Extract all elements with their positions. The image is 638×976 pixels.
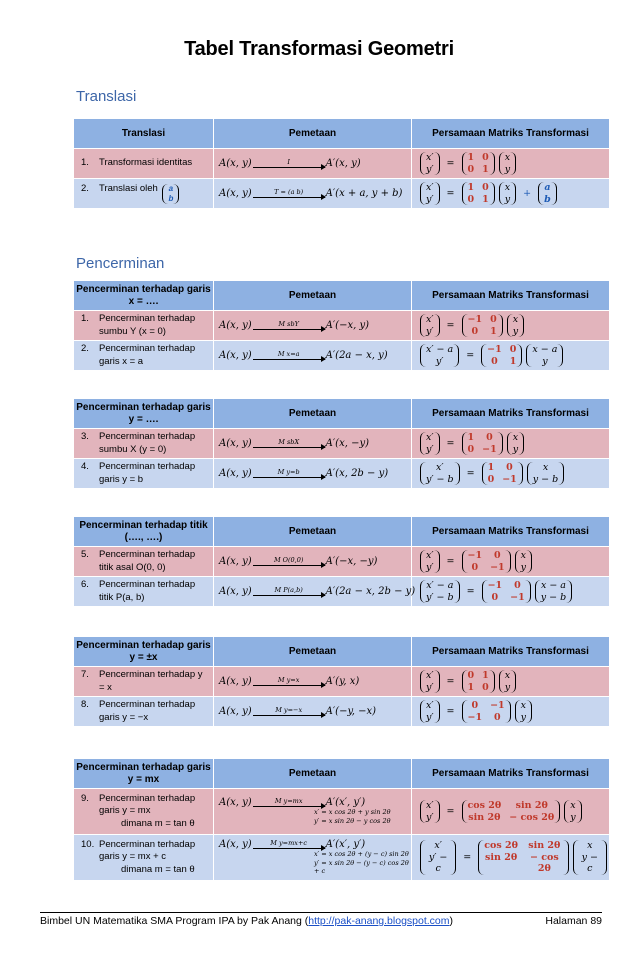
arrow-icon: M y=mx xyxy=(253,798,325,807)
transform-matrix: −1 0 0 −1 xyxy=(462,550,511,573)
transform-matrix: −1 0 0 −1 xyxy=(482,580,531,603)
source-vector: x − a y xyxy=(526,344,563,367)
table-row xyxy=(74,149,610,179)
mapping-result: A′(−y, −x) xyxy=(325,706,377,717)
transform-matrix: 1 0 0 1 xyxy=(462,152,495,175)
arrow-icon: I xyxy=(253,159,325,168)
table-row xyxy=(74,311,610,341)
source-vector: x y − c xyxy=(573,840,607,874)
header-pemetaan: Pemetaan xyxy=(214,399,412,429)
mapping-source: A(x, y) xyxy=(219,468,252,479)
source-vector: x − a y − b xyxy=(535,580,572,603)
pencerminan-x-table xyxy=(73,280,610,371)
row-number: 2. xyxy=(81,343,89,355)
header-persamaan: Persamaan Matriks Transformasi xyxy=(412,119,610,149)
row-label: Pencerminan terhadap titik asal O(0, 0) xyxy=(99,549,196,573)
header-persamaan: Persamaan Matriks Transformasi xyxy=(412,517,610,547)
row-label: Transformasi identitas xyxy=(99,157,193,169)
mapping xyxy=(214,586,416,597)
source-vector: x y xyxy=(507,432,524,455)
row-number: 1. xyxy=(81,157,89,169)
source-vector: x y xyxy=(515,700,532,723)
arrow-icon: M y=x xyxy=(253,677,325,686)
page-footer xyxy=(40,912,602,927)
mapping xyxy=(214,188,411,199)
row-label: Pencerminan terhadap garis y = mx dimana m = tan θ xyxy=(99,793,209,830)
mapping-source: A(x, y) xyxy=(219,706,252,717)
header-persamaan: Persamaan Matriks Transformasi xyxy=(412,399,610,429)
row-label: Pencerminan terhadap titik P(a, b) xyxy=(99,579,196,603)
transform-matrix: 0 −1 −1 0 xyxy=(462,700,511,723)
mapping xyxy=(214,320,411,331)
table-row xyxy=(74,789,610,835)
image-vector: x′ y′ xyxy=(420,670,440,693)
mapping-equations: x′ = x cos 2θ + y sin 2θ y′ = x sin 2θ − y cos 2θ xyxy=(314,808,391,825)
mapping-source: A(x, y) xyxy=(219,188,252,199)
pencerminan-mx-table xyxy=(73,758,610,881)
transform-matrix: −1 0 0 1 xyxy=(481,344,522,367)
blog-link[interactable]: http://pak-anang.blogspot.com xyxy=(308,915,450,927)
arrow-icon: M y=b xyxy=(253,469,325,478)
page-number: Halaman 89 xyxy=(545,915,602,927)
mapping xyxy=(214,158,411,169)
mapping-source: A(x, y) xyxy=(219,838,252,850)
mapping xyxy=(214,556,411,567)
translation-vector: a b xyxy=(538,182,557,205)
arrow-icon: M y=−x xyxy=(253,707,325,716)
row-sublabel: dimana m = tan θ xyxy=(121,863,195,875)
table-row xyxy=(74,341,610,371)
header-persamaan: Persamaan Matriks Transformasi xyxy=(412,759,610,789)
header-pemetaan: Pemetaan xyxy=(214,517,412,547)
transform-matrix: cos 2θ sin 2θ sin 2θ − cos 2θ xyxy=(462,800,561,823)
row-label: Translasi oleh a b xyxy=(99,183,181,203)
header-pencerminan-mx: Pencerminan terhadap garis y = mx xyxy=(74,759,214,789)
row-label: Pencerminan terhadap y = x xyxy=(99,669,203,693)
source-vector: x y xyxy=(507,314,524,337)
image-vector: x′ y′ xyxy=(420,182,440,205)
image-vector: x′ − a y′ − b xyxy=(420,580,460,603)
row-label: Pencerminan terhadap garis y = b xyxy=(99,461,196,485)
matrix-equation: x′ y′ = 0 1 1 0 x y xyxy=(412,670,609,693)
transform-matrix: −1 0 0 1 xyxy=(462,314,503,337)
mapping xyxy=(214,438,411,449)
mapping-source: A(x, y) xyxy=(219,350,252,361)
transform-matrix: 1 0 0 −1 xyxy=(482,462,523,485)
row-label: Pencerminan terhadap garis y = −x xyxy=(99,699,196,723)
source-vector: x y xyxy=(499,152,516,175)
mapping xyxy=(214,676,411,687)
matrix-equation: x′ − a y′ − b = −1 0 0 −1 x − a y − b xyxy=(412,580,609,603)
row-number: 9. xyxy=(81,792,89,804)
mapping-source: A(x, y) xyxy=(219,320,252,331)
row-label: Pencerminan terhadap garis x = a xyxy=(99,343,196,367)
table-row xyxy=(74,547,610,577)
mapping-source: A(x, y) xyxy=(219,586,252,597)
source-vector: x y xyxy=(564,800,581,823)
transform-matrix: 1 0 0 1 xyxy=(462,182,495,205)
arrow-icon: M sbX xyxy=(253,439,325,448)
mapping-result: A′(2a − x, y) xyxy=(325,350,388,361)
row-sublabel: dimana m = tan θ xyxy=(121,817,195,829)
mapping-result: A′(x′, y′) xyxy=(325,838,366,850)
source-vector: x y − b xyxy=(527,462,564,485)
page-title: Tabel Transformasi Geometri xyxy=(184,38,454,60)
section-title-pencerminan: Pencerminan xyxy=(76,255,165,272)
header-pencerminan-pm: Pencerminan terhadap garis y = ±x xyxy=(74,637,214,667)
table-row xyxy=(74,179,610,209)
mapping-equations: x′ = x cos 2θ + (y − c) sin 2θ y′ = x sin 2θ − (y − c) cos 2θ + c xyxy=(314,849,409,876)
arrow-icon: M sbY xyxy=(253,321,325,330)
header-pemetaan: Pemetaan xyxy=(214,119,412,149)
mapping xyxy=(214,350,411,361)
arrow-icon: M x=a xyxy=(253,351,325,360)
image-vector: x′ y′ xyxy=(420,314,440,337)
image-vector: x′ y′ xyxy=(420,152,440,175)
arrow-icon: M P(a,b) xyxy=(253,587,325,596)
translasi-table xyxy=(73,118,610,209)
image-vector: x′ y′ xyxy=(420,700,440,723)
table-row xyxy=(74,697,610,727)
translation-vector: a b xyxy=(162,184,179,203)
matrix-equation: x′ − a y′ = −1 0 0 1 x − a y xyxy=(412,344,609,367)
image-vector: x′ y′ − c xyxy=(420,840,456,874)
header-pemetaan: Pemetaan xyxy=(214,281,412,311)
matrix-equation: x′ y′ = −1 0 0 −1 x y xyxy=(412,550,609,573)
row-label: Pencerminan terhadap sumbu Y (x = 0) xyxy=(99,313,196,337)
image-vector: x′ − a y′ xyxy=(420,344,459,367)
mapping-result: A′(2a − x, 2b − y) xyxy=(325,586,416,597)
footer-credit: Bimbel UN Matematika SMA Program IPA by Pak Anang (http://pak-anang.blogspot.com) xyxy=(40,915,454,927)
transform-matrix: 0 1 1 0 xyxy=(462,670,495,693)
matrix-equation: x′ y′ = −1 0 0 1 x y xyxy=(412,314,609,337)
table-row xyxy=(74,835,610,881)
arrow-icon: M y=mx+c xyxy=(253,840,325,849)
image-vector: x′ y′ − b xyxy=(420,462,460,485)
row-label: Pencerminan terhadap sumbu X (y = 0) xyxy=(99,431,196,455)
matrix-equation: x′ y′ = cos 2θ sin 2θ sin 2θ − cos 2θ x y xyxy=(412,800,609,823)
mapping-result: A′(−x, y) xyxy=(325,320,369,331)
header-persamaan: Persamaan Matriks Transformasi xyxy=(412,281,610,311)
row-label: Pencerminan terhadap garis y = mx + c dimana m = tan θ xyxy=(99,839,209,876)
row-number: 4. xyxy=(81,461,89,473)
mapping-source: A(x, y) xyxy=(219,556,252,567)
arrow-icon: M O(0,0) xyxy=(253,557,325,566)
mapping xyxy=(214,706,411,717)
pencerminan-y-table xyxy=(73,398,610,489)
mapping xyxy=(214,468,411,479)
mapping xyxy=(214,839,411,850)
source-vector: x y xyxy=(499,182,516,205)
mapping-result: A′(x + a, y + b) xyxy=(325,188,403,199)
header-pencerminan-x: Pencerminan terhadap garis x = …. xyxy=(74,281,214,311)
image-vector: x′ y′ xyxy=(420,800,440,823)
row-number: 7. xyxy=(81,669,89,681)
row-number: 1. xyxy=(81,313,89,325)
matrix-equation: x′ y′ = 1 0 0 −1 x y xyxy=(412,432,609,455)
matrix-equation: x′ y′ = 1 0 0 1 x y xyxy=(412,152,609,175)
mapping-result: A′(x, −y) xyxy=(325,438,369,449)
mapping-source: A(x, y) xyxy=(219,158,252,169)
mapping-source: A(x, y) xyxy=(219,797,252,809)
row-number: 2. xyxy=(81,183,89,195)
section-title-translasi: Translasi xyxy=(76,88,137,105)
row-number: 8. xyxy=(81,699,89,711)
header-translasi: Translasi xyxy=(74,119,214,149)
header-pemetaan: Pemetaan xyxy=(214,759,412,789)
mapping-result: A′(x, 2b − y) xyxy=(325,468,389,479)
pencerminan-titik-table xyxy=(73,516,610,607)
arrow-icon: T = (a b) xyxy=(253,189,325,198)
matrix-equation: x′ y′ = 1 0 0 1 x y + a b xyxy=(412,182,609,205)
transform-matrix: cos 2θ sin 2θ sin 2θ − cos 2θ xyxy=(478,840,568,874)
table-row xyxy=(74,667,610,697)
mapping-result: A′(y, x) xyxy=(325,676,360,687)
row-number: 10. xyxy=(81,838,95,850)
mapping-result: A′(x′, y′) xyxy=(325,797,366,809)
row-number: 3. xyxy=(81,431,89,443)
table-row xyxy=(74,459,610,489)
mapping xyxy=(214,797,411,808)
table-row xyxy=(74,577,610,607)
header-pencerminan-titik: Pencerminan terhadap titik (…., ….) xyxy=(74,517,214,547)
header-pemetaan: Pemetaan xyxy=(214,637,412,667)
mapping-source: A(x, y) xyxy=(219,438,252,449)
matrix-equation: x′ y′ − c = cos 2θ sin 2θ sin 2θ − cos 2θ x y − c xyxy=(412,840,609,874)
row-number: 6. xyxy=(81,579,89,591)
mapping-result: A′(−x, −y) xyxy=(325,556,378,567)
pencerminan-pm-table xyxy=(73,636,610,727)
image-vector: x′ y′ xyxy=(420,550,440,573)
transform-matrix: 1 0 0 −1 xyxy=(462,432,503,455)
row-number: 5. xyxy=(81,549,89,561)
matrix-equation: x′ y′ = 0 −1 −1 0 x y xyxy=(412,700,609,723)
mapping-result: A′(x, y) xyxy=(325,158,361,169)
table-row xyxy=(74,429,610,459)
header-persamaan: Persamaan Matriks Transformasi xyxy=(412,637,610,667)
header-pencerminan-y: Pencerminan terhadap garis y = …. xyxy=(74,399,214,429)
source-vector: x y xyxy=(499,670,516,693)
mapping-source: A(x, y) xyxy=(219,676,252,687)
matrix-equation: x′ y′ − b = 1 0 0 −1 x y − b xyxy=(412,462,609,485)
source-vector: x y xyxy=(515,550,532,573)
image-vector: x′ y′ xyxy=(420,432,440,455)
